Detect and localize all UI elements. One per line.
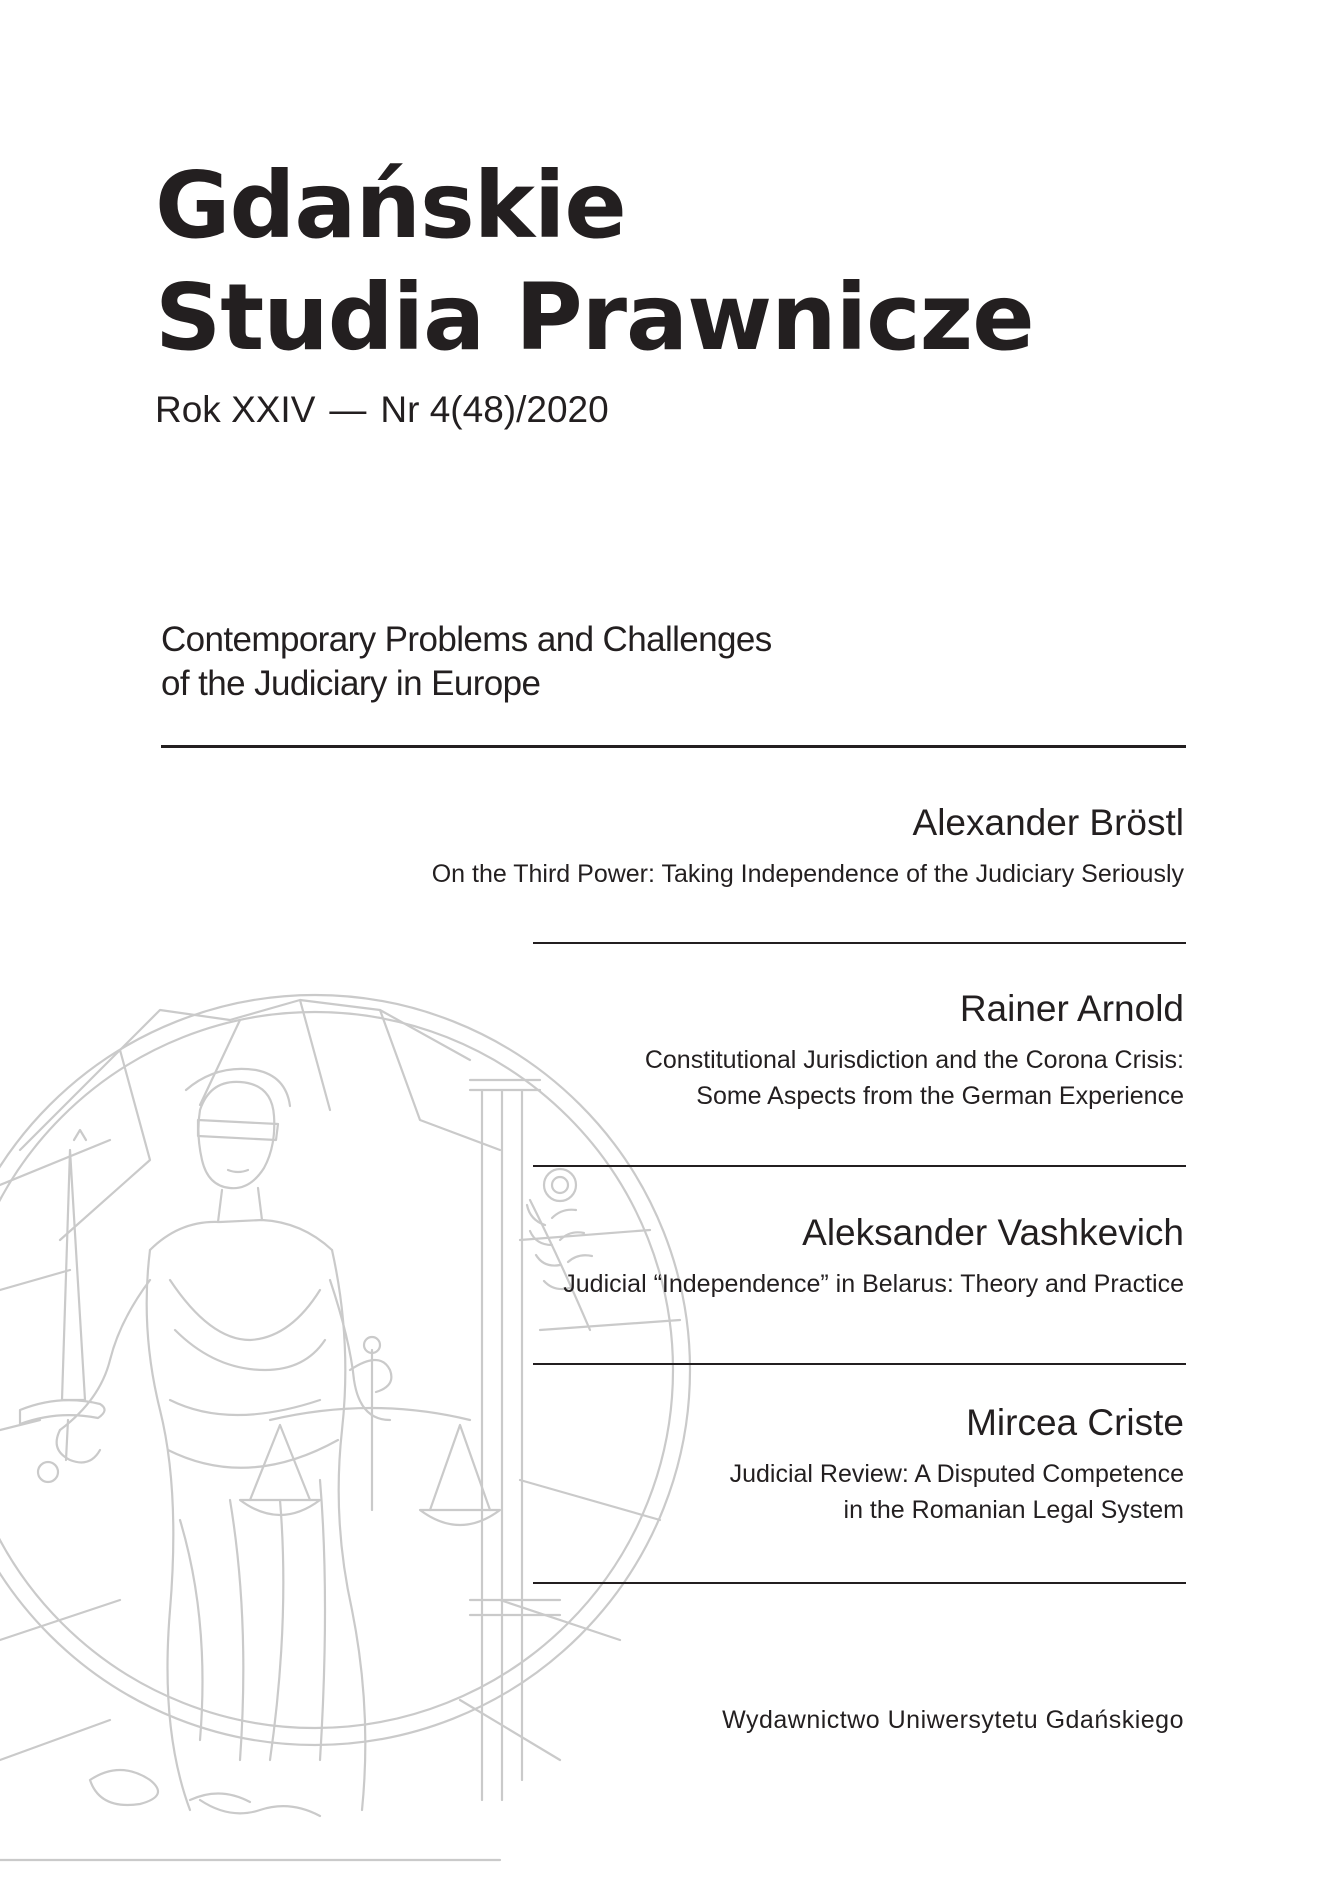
article-title-line: Judicial “Independence” in Belarus: Theory and Practice <box>563 1270 1184 1298</box>
issue-number: Nr 4(48)/2020 <box>380 389 609 430</box>
issue-separator: — <box>329 389 367 430</box>
article-author: Rainer Arnold <box>959 988 1184 1029</box>
article-title-line: On the Third Power: Taking Independence of the Judiciary Seriously <box>431 860 1184 888</box>
article-title-line: Some Aspects from the German Experience <box>696 1082 1184 1110</box>
article-title-line: Constitutional Jurisdiction and the Corona Crisis: <box>644 1046 1184 1074</box>
issue-theme-line1: Contemporary Problems and Challenges <box>161 620 772 659</box>
article-title-line: Judicial Review: A Disputed Competence <box>729 1460 1184 1488</box>
sword <box>62 1150 85 1400</box>
column <box>482 1090 522 1800</box>
article-entry <box>730 1400 1184 1528</box>
figure-scales-arm <box>330 1280 390 1420</box>
article-title <box>730 1456 1184 1528</box>
article-divider <box>533 942 1186 944</box>
circle-frame-inner <box>0 1012 673 1728</box>
article-title <box>563 1266 1184 1302</box>
figure-feet <box>90 1770 158 1805</box>
article-author: Aleksander Vashkevich <box>802 1212 1184 1253</box>
issue-info <box>155 388 1034 432</box>
journal-title-line1: Gdańskie <box>155 152 626 259</box>
article-entry <box>645 986 1184 1114</box>
article-title <box>432 856 1184 892</box>
article-divider <box>533 1363 1186 1365</box>
article-divider <box>533 1165 1186 1167</box>
article-entry <box>563 1210 1184 1302</box>
article-author: Alexander Bröstl <box>912 802 1184 843</box>
issue-year: Rok XXIV <box>155 389 316 430</box>
article-title-line: in the Romanian Legal System <box>843 1496 1184 1524</box>
article-author: Mircea Criste <box>966 1402 1184 1443</box>
issue-theme-line2: of the Judiciary in Europe <box>161 664 541 703</box>
article-divider <box>533 1582 1186 1584</box>
article-title <box>645 1042 1184 1114</box>
journal-title-line2: Studia Prawnicze <box>155 264 1034 371</box>
journal-masthead <box>155 150 1034 432</box>
article-entry <box>432 800 1184 892</box>
publisher-name: Wydawnictwo Uniwersytetu Gdańskiego <box>722 1706 1184 1734</box>
issue-theme <box>161 618 772 706</box>
theme-divider <box>161 745 1186 748</box>
